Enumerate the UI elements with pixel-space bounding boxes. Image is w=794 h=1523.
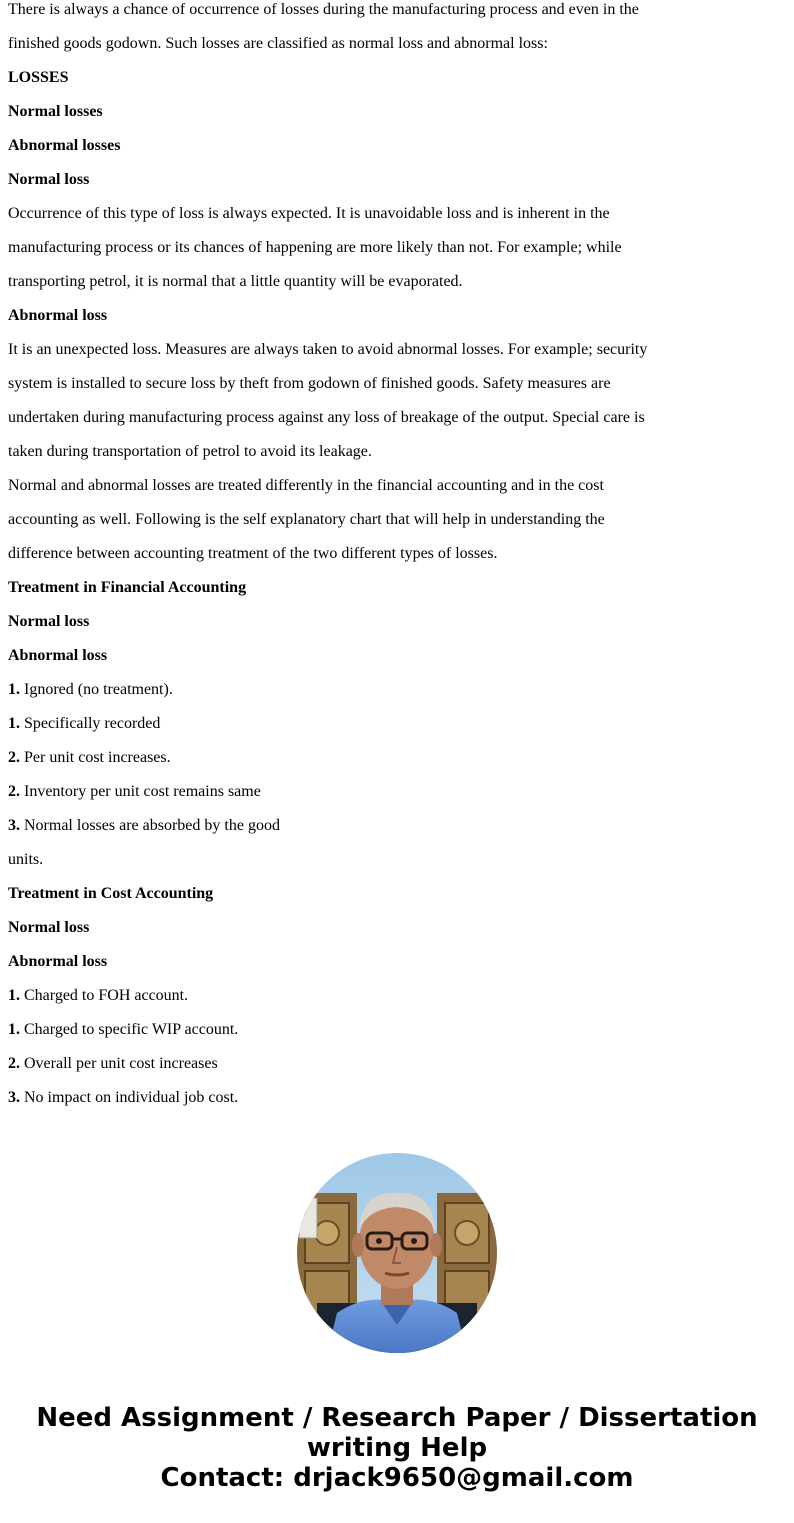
author-portrait-image (297, 1153, 497, 1353)
abnormal-loss-line: taken during transportation of petrol to avoid its leakage. (8, 443, 372, 460)
item-text: Overall per unit cost increases (20, 1055, 218, 1072)
banner-line-2: writing Help (306, 1433, 488, 1463)
normal-loss-line: manufacturing process or its chances of happening are more likely than not. For example; while (8, 239, 622, 256)
item-number: 2. (8, 783, 20, 800)
financial-col-normal: Normal loss (8, 613, 90, 630)
cost-heading: Treatment in Cost Accounting (8, 885, 214, 902)
item-number: 3. (8, 1089, 20, 1106)
item-text: Specifically recorded (20, 715, 161, 732)
item-text: Ignored (no treatment). (20, 681, 173, 698)
banner-line-1: Need Assignment / Research Paper / Dissertation (36, 1403, 758, 1433)
item-text: Charged to specific WIP account. (20, 1021, 239, 1038)
abnormal-loss-line: It is an unexpected loss. Measures are always taken to avoid abnormal losses. For example; security (8, 341, 648, 358)
treatment-intro-line: accounting as well. Following is the self explanatory chart that will help in understanding the (8, 511, 605, 528)
author-avatar (297, 1153, 497, 1353)
financial-col-abnormal: Abnormal loss (8, 647, 108, 664)
item-text: Inventory per unit cost remains same (20, 783, 261, 800)
losses-type-abnormal: Abnormal losses (8, 137, 121, 154)
financial-item (8, 816, 768, 850)
item-text: Normal losses are absorbed by the good (20, 817, 280, 834)
item-number: 2. (8, 749, 20, 766)
abnormal-loss-line: system is installed to secure loss by theft from godown of finished goods. Safety measures are (8, 375, 611, 392)
normal-loss-line: Occurrence of this type of loss is always expected. It is unavoidable loss and is inherent in the (8, 205, 610, 222)
item-number: 2. (8, 1055, 20, 1072)
financial-item (8, 714, 768, 748)
treatment-intro-line: Normal and abnormal losses are treated differently in the financial accounting and in the cost (8, 477, 604, 494)
financial-item (8, 680, 768, 714)
normal-loss-line: transporting petrol, it is normal that a little quantity will be evaporated. (8, 273, 463, 290)
intro-line: There is always a chance of occurrence of losses during the manufacturing process and even in the (8, 1, 639, 18)
losses-type-normal: Normal losses (8, 103, 103, 120)
item-text: Charged to FOH account. (20, 987, 189, 1004)
cost-item (8, 1054, 768, 1088)
cost-col-abnormal: Abnormal loss (8, 953, 108, 970)
item-text: No impact on individual job cost. (20, 1089, 239, 1106)
cost-item (8, 1088, 768, 1122)
item-number: 3. (8, 817, 20, 834)
item-number: 1. (8, 715, 20, 732)
abnormal-loss-heading: Abnormal loss (8, 307, 108, 324)
cost-item (8, 1020, 768, 1054)
abnormal-loss-line: undertaken during manufacturing process against any loss of breakage of the output. Special care is (8, 409, 645, 426)
item-text: Per unit cost increases. (20, 749, 171, 766)
cost-item (8, 986, 768, 1020)
financial-continuation: units. (8, 851, 44, 868)
treatment-intro-line: difference between accounting treatment of the two different types of losses. (8, 545, 498, 562)
cost-col-normal: Normal loss (8, 919, 90, 936)
losses-heading: LOSSES (8, 69, 69, 86)
item-number: 1. (8, 987, 20, 1004)
document-body (8, 0, 768, 1122)
normal-loss-heading: Normal loss (8, 171, 90, 188)
financial-item (8, 748, 768, 782)
intro-line: finished goods godown. Such losses are classified as normal loss and abnormal loss: (8, 35, 548, 52)
financial-item (8, 782, 768, 816)
financial-heading: Treatment in Financial Accounting (8, 579, 247, 596)
banner-contact-email[interactable]: Contact: drjack9650@gmail.com (160, 1463, 634, 1493)
item-number: 1. (8, 1021, 20, 1038)
contact-banner (0, 1403, 794, 1493)
item-number: 1. (8, 681, 20, 698)
